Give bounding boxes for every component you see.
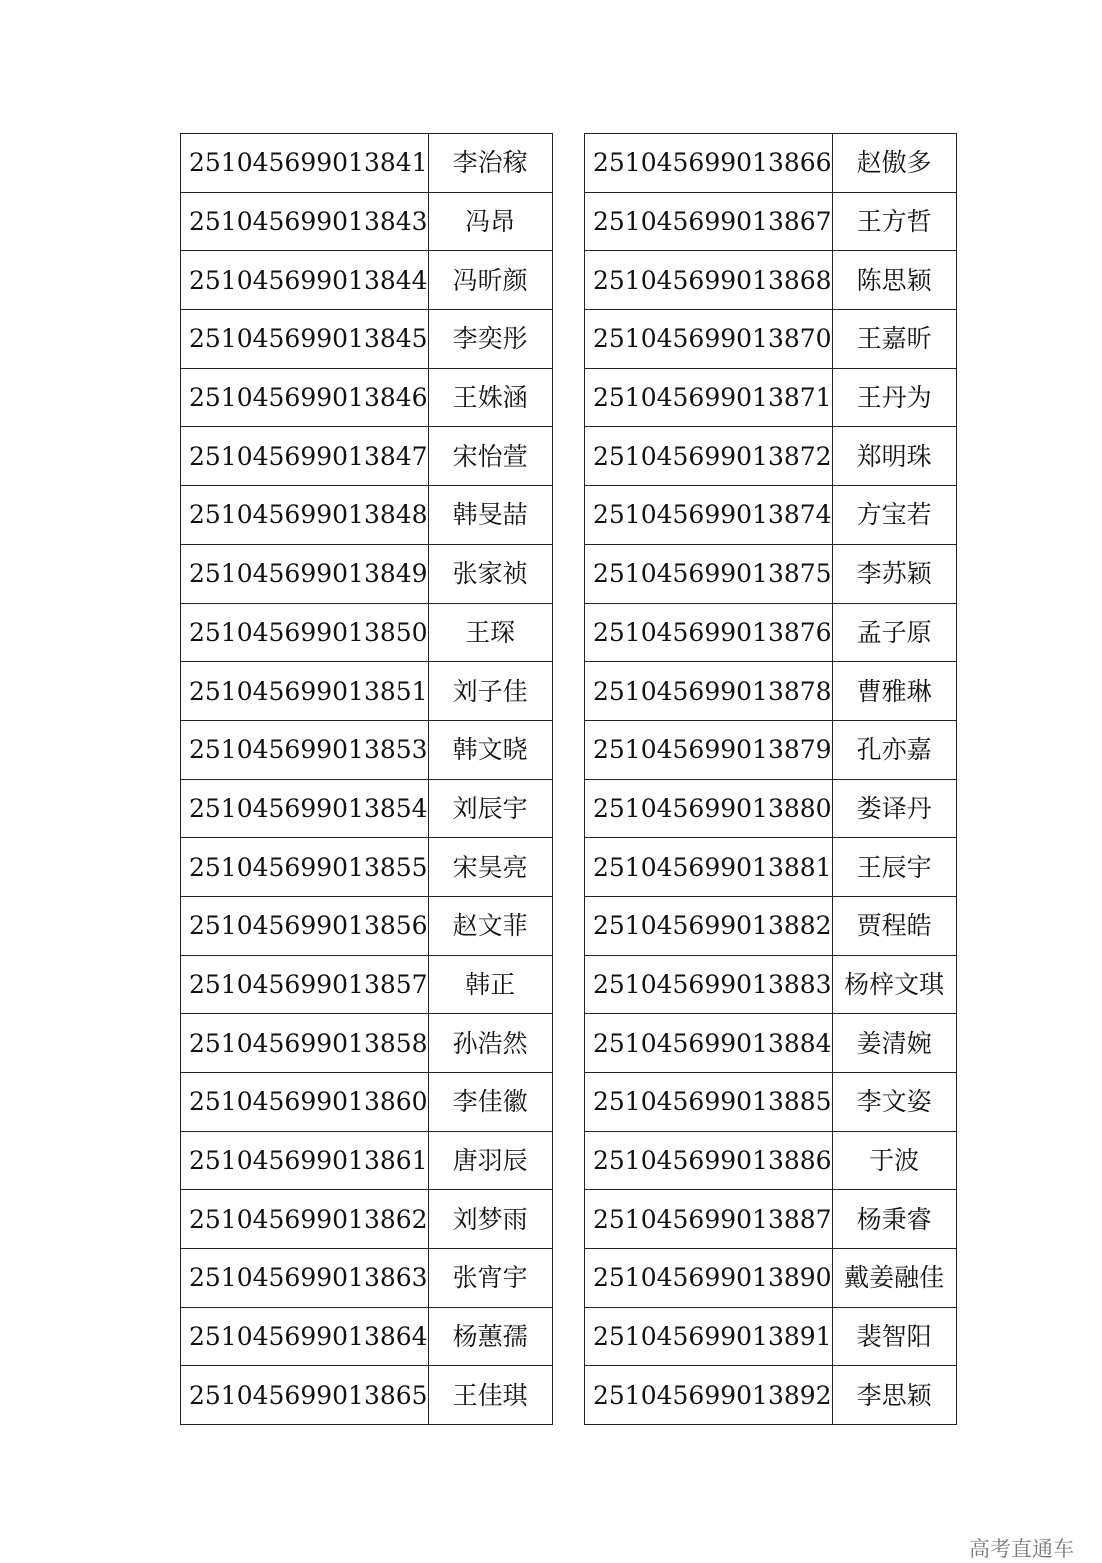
table-row <box>181 1131 553 1190</box>
table-row <box>585 1073 957 1132</box>
candidate-name-cell: 王丹为 <box>832 368 956 427</box>
table-row <box>181 779 553 838</box>
candidate-name-cell: 裴智阳 <box>832 1307 956 1366</box>
roster-table-left <box>180 133 553 1425</box>
candidate-id-cell: 251045699013858 <box>181 1014 429 1073</box>
table-row <box>181 720 553 779</box>
candidate-id-cell: 251045699013861 <box>181 1131 429 1190</box>
candidate-id-cell: 251045699013853 <box>181 720 429 779</box>
candidate-id-cell: 251045699013880 <box>585 779 833 838</box>
table-row <box>181 310 553 369</box>
table-row <box>585 1190 957 1249</box>
table-row <box>585 779 957 838</box>
candidate-id-cell: 251045699013891 <box>585 1307 833 1366</box>
table-row <box>181 251 553 310</box>
table-row <box>585 1249 957 1308</box>
table-row <box>585 251 957 310</box>
table-row <box>585 486 957 545</box>
candidate-name-cell: 宋怡萱 <box>428 427 552 486</box>
candidate-name-cell: 王姝涵 <box>428 368 552 427</box>
candidate-id-cell: 251045699013886 <box>585 1131 833 1190</box>
candidate-name-cell: 李奕彤 <box>428 310 552 369</box>
candidate-name-cell: 张家祯 <box>428 544 552 603</box>
candidate-id-cell: 251045699013857 <box>181 955 429 1014</box>
candidate-name-cell: 宋昊亮 <box>428 838 552 897</box>
candidate-id-cell: 251045699013890 <box>585 1249 833 1308</box>
candidate-name-cell: 孟子原 <box>832 603 956 662</box>
candidate-id-cell: 251045699013846 <box>181 368 429 427</box>
candidate-name-cell: 王佳琪 <box>428 1366 552 1425</box>
candidate-name-cell: 刘梦雨 <box>428 1190 552 1249</box>
candidate-id-cell: 251045699013841 <box>181 134 429 193</box>
table-row <box>181 603 553 662</box>
table-row <box>585 1014 957 1073</box>
table-row <box>181 1190 553 1249</box>
table-row <box>181 427 553 486</box>
candidate-id-cell: 251045699013843 <box>181 192 429 251</box>
table-row <box>585 1366 957 1425</box>
table-row <box>181 838 553 897</box>
table-row <box>585 427 957 486</box>
candidate-name-cell: 王方哲 <box>832 192 956 251</box>
candidate-id-cell: 251045699013883 <box>585 955 833 1014</box>
candidate-name-cell: 王辰宇 <box>832 838 956 897</box>
table-row <box>585 1131 957 1190</box>
table-row <box>585 662 957 721</box>
candidate-id-cell: 251045699013868 <box>585 251 833 310</box>
table-row <box>585 544 957 603</box>
table-row <box>585 134 957 193</box>
candidate-name-cell: 韩旻喆 <box>428 486 552 545</box>
candidate-name-cell: 孙浩然 <box>428 1014 552 1073</box>
candidate-id-cell: 251045699013848 <box>181 486 429 545</box>
candidate-name-cell: 李佳徽 <box>428 1073 552 1132</box>
candidate-name-cell: 贾程皓 <box>832 896 956 955</box>
table-row <box>585 310 957 369</box>
candidate-id-cell: 251045699013865 <box>181 1366 429 1425</box>
candidate-id-cell: 251045699013854 <box>181 779 429 838</box>
candidate-name-cell: 张宵宇 <box>428 1249 552 1308</box>
candidate-name-cell: 冯昂 <box>428 192 552 251</box>
candidate-id-cell: 251045699013885 <box>585 1073 833 1132</box>
candidate-name-cell: 杨蕙孺 <box>428 1307 552 1366</box>
candidate-id-cell: 251045699013855 <box>181 838 429 897</box>
candidate-id-cell: 251045699013863 <box>181 1249 429 1308</box>
candidate-id-cell: 251045699013874 <box>585 486 833 545</box>
table-row <box>181 1014 553 1073</box>
candidate-name-cell: 李苏颖 <box>832 544 956 603</box>
table-row <box>181 955 553 1014</box>
candidate-name-cell: 方宝若 <box>832 486 956 545</box>
candidate-id-cell: 251045699013860 <box>181 1073 429 1132</box>
table-row <box>585 192 957 251</box>
candidate-id-cell: 251045699013845 <box>181 310 429 369</box>
candidate-id-cell: 251045699013876 <box>585 603 833 662</box>
table-row <box>181 662 553 721</box>
candidate-id-cell: 251045699013870 <box>585 310 833 369</box>
candidate-id-cell: 251045699013850 <box>181 603 429 662</box>
candidate-name-cell: 于波 <box>832 1131 956 1190</box>
table-row <box>585 955 957 1014</box>
candidate-id-cell: 251045699013881 <box>585 838 833 897</box>
table-row <box>181 134 553 193</box>
candidate-id-cell: 251045699013875 <box>585 544 833 603</box>
candidate-name-cell: 李思颖 <box>832 1366 956 1425</box>
candidate-id-cell: 251045699013856 <box>181 896 429 955</box>
candidate-name-cell: 戴姜融佳 <box>832 1249 956 1308</box>
candidate-name-cell: 赵文菲 <box>428 896 552 955</box>
table-row <box>181 1307 553 1366</box>
table-row <box>181 544 553 603</box>
candidate-name-cell: 韩文晓 <box>428 720 552 779</box>
table-row <box>181 192 553 251</box>
candidate-id-cell: 251045699013844 <box>181 251 429 310</box>
table-row <box>585 896 957 955</box>
candidate-name-cell: 娄译丹 <box>832 779 956 838</box>
candidate-name-cell: 唐羽辰 <box>428 1131 552 1190</box>
candidate-id-cell: 251045699013872 <box>585 427 833 486</box>
table-row <box>585 1307 957 1366</box>
candidate-name-cell: 杨梓文琪 <box>832 955 956 1014</box>
candidate-id-cell: 251045699013851 <box>181 662 429 721</box>
candidate-name-cell: 陈思颖 <box>832 251 956 310</box>
candidate-id-cell: 251045699013882 <box>585 896 833 955</box>
candidate-name-cell: 韩正 <box>428 955 552 1014</box>
candidate-name-cell: 冯昕颜 <box>428 251 552 310</box>
candidate-id-cell: 251045699013887 <box>585 1190 833 1249</box>
candidate-name-cell: 姜清婉 <box>832 1014 956 1073</box>
candidate-name-cell: 王琛 <box>428 603 552 662</box>
table-row <box>181 896 553 955</box>
table-row <box>585 838 957 897</box>
candidate-name-cell: 李文姿 <box>832 1073 956 1132</box>
candidate-id-cell: 251045699013849 <box>181 544 429 603</box>
candidate-id-cell: 251045699013892 <box>585 1366 833 1425</box>
table-row <box>585 720 957 779</box>
table-row <box>585 368 957 427</box>
candidate-id-cell: 251045699013862 <box>181 1190 429 1249</box>
candidate-name-cell: 刘子佳 <box>428 662 552 721</box>
candidate-name-cell: 郑明珠 <box>832 427 956 486</box>
table-row <box>181 486 553 545</box>
candidate-id-cell: 251045699013884 <box>585 1014 833 1073</box>
table-row <box>181 1073 553 1132</box>
candidate-name-cell: 王嘉昕 <box>832 310 956 369</box>
candidate-id-cell: 251045699013866 <box>585 134 833 193</box>
candidate-id-cell: 251045699013867 <box>585 192 833 251</box>
candidate-name-cell: 李治稼 <box>428 134 552 193</box>
table-row <box>181 1366 553 1425</box>
candidate-id-cell: 251045699013878 <box>585 662 833 721</box>
candidate-name-cell: 曹雅琳 <box>832 662 956 721</box>
candidate-name-cell: 杨秉睿 <box>832 1190 956 1249</box>
candidate-name-cell: 赵傲多 <box>832 134 956 193</box>
table-row <box>585 603 957 662</box>
candidate-name-cell: 孔亦嘉 <box>832 720 956 779</box>
table-row <box>181 368 553 427</box>
candidate-name-cell: 刘辰宇 <box>428 779 552 838</box>
watermark-text: 高考直通车 <box>969 1537 1074 1561</box>
roster-table-right <box>584 133 957 1425</box>
candidate-id-cell: 251045699013864 <box>181 1307 429 1366</box>
candidate-id-cell: 251045699013847 <box>181 427 429 486</box>
candidate-id-cell: 251045699013879 <box>585 720 833 779</box>
table-row <box>181 1249 553 1308</box>
candidate-id-cell: 251045699013871 <box>585 368 833 427</box>
